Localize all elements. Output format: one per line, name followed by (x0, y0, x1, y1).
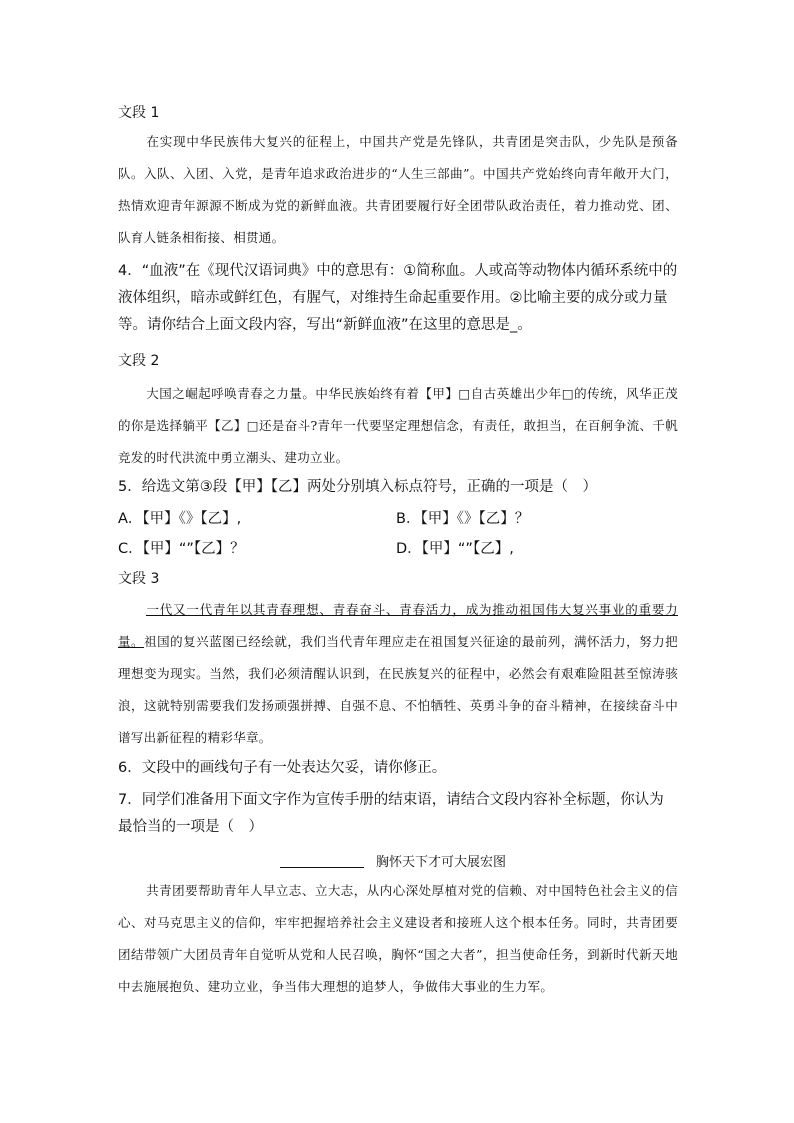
option-d[interactable]: D．【甲】“”【乙】, (396, 541, 514, 557)
closing-title-text: 胸怀天下才可大展宏图 (376, 855, 507, 870)
closing-title (280, 851, 506, 870)
question-7: 7．同学们准备用下面文字作为宣传手册的结束语，请结合文段内容补全标题，你认为最恰当的一项是（ ） (118, 792, 664, 835)
closing-passage (118, 875, 678, 1003)
underlined-sentence: 一代又一代青年以其青春理想、青春奋斗、青春活力，成为推动祖国伟大复兴事业的重要力量。 (118, 602, 678, 649)
option-c[interactable]: C．【甲】“”【乙】？ (118, 541, 245, 557)
option-b[interactable]: B．【甲】《》【乙】？ (396, 511, 530, 527)
section3-text: 祖国的复兴蓝图已经绘就，我们当代青年理应走在祖国复兴征途的最前列，满怀活力，努力把理想变为现实。当然，我们必须清醒认识到，在民族复兴的征程中，必然会有艰难险阻甚至惊涛骇浪，这就特别需要我们发扬顽强拼搏、自强不息、不怕牺牲、英勇斗争的奋斗精神，在接续奋斗中谱写出新征程的精彩华章。 (118, 634, 678, 745)
section1-title: 文段 1 (118, 105, 160, 121)
question-6: 6．文段中的画线句子有一处表达欠妥，请你修正。 (118, 760, 447, 776)
section1-text: 在实现中华民族伟大复兴的征程上，中国共产党是先锋队，共青团是突击队，少先队是预备队。入队、入团、入党，是青年追求政治进步的“人生三部曲”。中国共产党始终向青年敞开大门，热情欢迎青年源源不断成为党的新鲜血液。共青团要履行好全团带队政治责任，着力推动党、团、队育人链条相衔接、相贯通。 (118, 134, 678, 245)
question-4: 4．“血液”在《现代汉语词典》中的意思有：①简称血。人或高等动物体内循环系统中的液体组织，暗赤或鲜红色，有腥气，对维持生命起重要作用。②比喻主要的成分或力量等。请你结合上面文段内容，写出“新鲜血液”在这里的意思是_。 (118, 263, 678, 333)
section1-passage (118, 126, 678, 254)
section2-text: 大国之崛起呼唤青春之力量。中华民族始终有着【甲】□自古英雄出少年□的传统，风华正茂的你是选择躺平【乙】□还是奋斗?青年一代要坚定理想信念，有责任，敢担当，在百舸争流、千帆竞发的时代洪流中勇立潮头、建功立业。 (118, 386, 678, 465)
section3-title: 文段 3 (118, 571, 160, 587)
section2-title: 文段 2 (118, 353, 160, 369)
question-5-options (118, 507, 678, 563)
option-a[interactable]: A．【甲】《》【乙】, (118, 511, 242, 527)
title-blank[interactable] (280, 853, 364, 868)
section2-passage (118, 378, 678, 474)
closing-text: 共青团要帮助青年人早立志、立大志，从内心深处厚植对党的信赖、对中国特色社会主义的信心、对马克思主义的信仰，牢牢把握培养社会主义建设者和接班人这个根本任务。同时，共青团要团结带领广大团员青年自觉听从党和人民召唤，胸怀“国之大者”，担当使命任务，到新时代新天地中去施展抱负、建功立业，争当伟大理想的追梦人，争做伟大事业的生力军。 (118, 883, 678, 994)
section3-passage (118, 594, 678, 754)
question-5: 5．给选文第③段【甲】【乙】两处分别填入标点符号，正确的一项是（ ） (118, 479, 597, 495)
